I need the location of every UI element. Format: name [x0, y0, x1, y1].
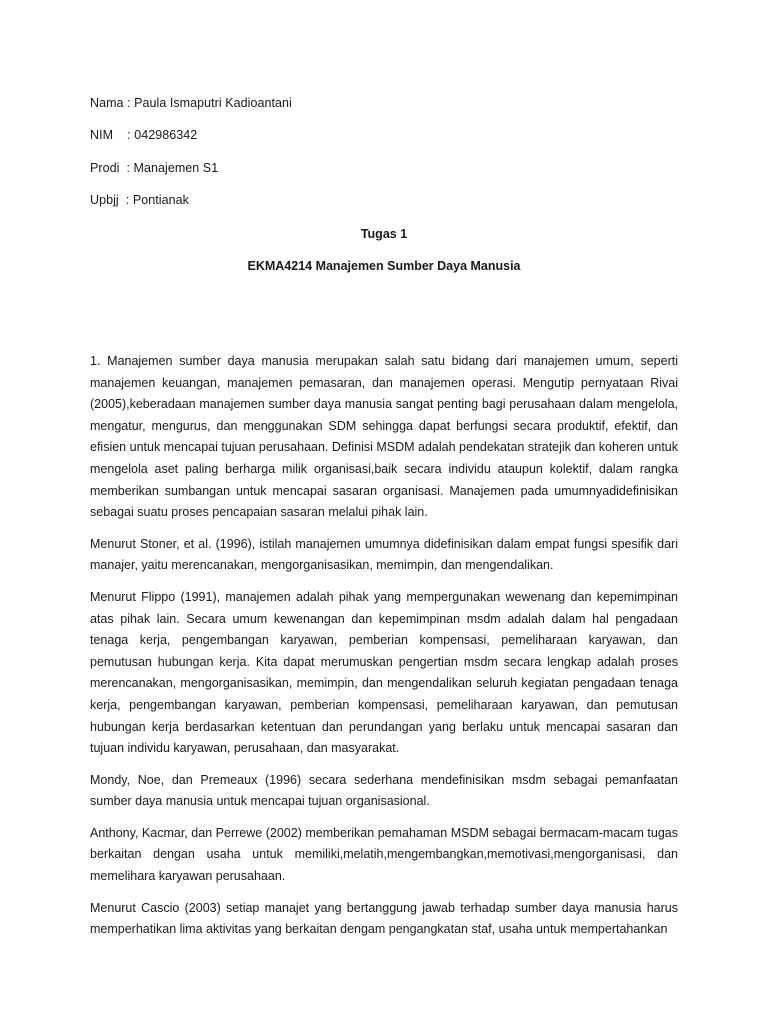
document-body — [90, 351, 678, 951]
paragraph: Mondy, Noe, dan Premeaux (1996) secara sederhana mendefinisikan msdm sebagai pemanfaatan sumber daya manusia untuk mencapai tujuan organisasional. — [90, 772, 678, 809]
paragraph: Menurut Stoner, et al. (1996), istilah manajemen umumnya didefinisikan dalam empat fungsi spesifik dari manajer, yaitu merencanakan, mengorganisasikan, memimpin, dan mengendalikan. — [90, 536, 678, 573]
student-name: Nama : Paula Ismaputri Kadioantani — [90, 96, 292, 110]
upbjj-location: Upbjj : Pontianak — [90, 193, 189, 207]
paragraph: 1. Manajemen sumber daya manusia merupakan salah satu bidang dari manajemen umum, seperti manajemen keuangan, manajemen pemasaran, dan manajemen operasi. Mengutip pernyataan Rivai (2005),keberadaan manajemen sumber daya manusia sangat penting bagi perusahaan dalam mengelola, mengatur, mengurus, dan menggunakan SDM sehingga dapat berfungsi secara produktif, efektif, dan efisien untuk mencapai tujuan perusahaan. Definisi MSDM adalah pendekatan stratejik dan koheren untuk mengelola aset paling berharga milik organisasi,baik secara individu ataupun kolektif, dalam rangka memberikan sumbangan untuk mencapai sasaran organisasi. Manajemen pada umumnyadidefinisikan sebagai suatu proses pencapaian sasaran melalui pihak lain. — [90, 354, 678, 520]
paragraph: Menurut Flippo (1991), manajemen adalah pihak yang mempergunakan wewenang dan kepemimpinan atas pihak lain. Secara umum kewenangan dan kepemimpinan msdm adalah dalam hal pengadaan tenaga kerja, pengembangan karyawan, pemberian kompensasi, pemeliharaan karyawan, dan pemutusan hubungan kerja. Kita dapat merumuskan pengertian msdm secara lengkap adalah proses merencanakan, mengorganisasikan, memimpin, dan mengendalikan seluruh kegiatan pengadaan tenaga kerja, pengembangan karyawan, pemberian kompensasi, pemeliharaan karyawan, dan pemutusan hubungan kerja berdasarkan ketentuan dan perundangan yang berlaku untuk mencapai sasaran dan tujuan individu karyawan, perusahaan, dan masyarakat. — [90, 589, 678, 756]
student-nim: NIM : 042986342 — [90, 128, 198, 142]
course-title: EKMA4214 Manajemen Sumber Daya Manusia — [247, 259, 521, 273]
paragraph: Menurut Cascio (2003) setiap manajet yang bertanggung jawab terhadap sumber daya manusia harus memperhatikan lima aktivitas yang berkaitan dengam pengangkatan staf, usaha untuk mempertahankan — [90, 900, 678, 937]
study-program: Prodi : Manajemen S1 — [90, 161, 219, 175]
task-title: Tugas 1 — [360, 227, 408, 241]
paragraph: Anthony, Kacmar, dan Perrewe (2002) memberikan pemahaman MSDM sebagai bermacam-macam tugas berkaitan dengan usaha untuk memiliki,melatih,mengembangkan,memotivasi,mengorganisasi, dan memelihara karyawan perusahaan. — [90, 825, 678, 884]
